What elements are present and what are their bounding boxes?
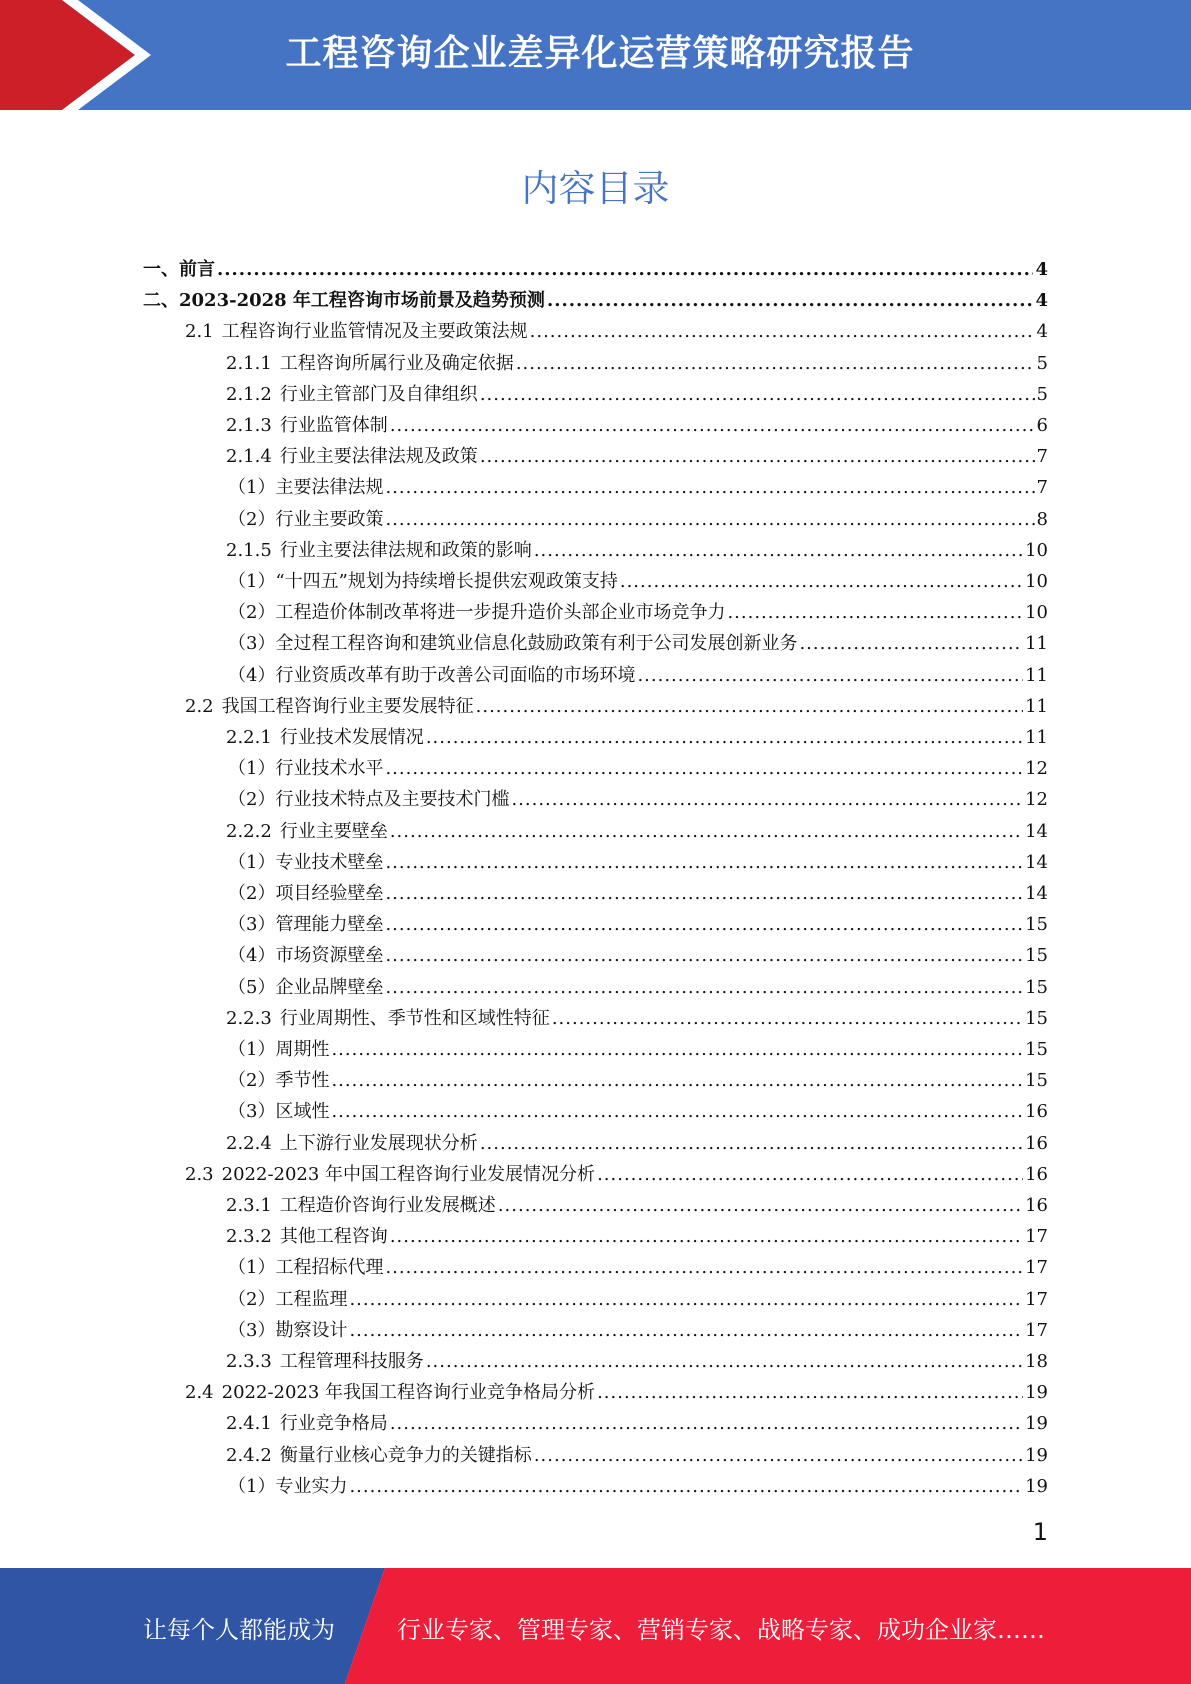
toc-entry-title: 区域性 — [275, 1101, 330, 1123]
toc-entry-title: 上下游行业发展现状分析 — [279, 1132, 478, 1154]
toc-entry-page: 17 — [1025, 1226, 1048, 1248]
toc-dot-leader — [349, 1284, 1023, 1315]
toc-entry-number: 二、 — [143, 290, 179, 312]
toc-dot-leader — [426, 722, 1023, 753]
toc-entry-number: 2.2.2 — [226, 820, 272, 842]
toc-entry-page: 6 — [1036, 415, 1048, 436]
toc-dot-leader — [597, 1377, 1023, 1408]
toc-entry[interactable] — [228, 1034, 1048, 1065]
toc-entry-title: 管理能力壁垒 — [275, 914, 384, 936]
toc-entry-page: 17 — [1025, 1319, 1048, 1341]
toc-entry-page: 18 — [1025, 1351, 1048, 1372]
toc-dot-leader — [534, 1440, 1023, 1471]
toc-entry-number: 2.1.4 — [226, 446, 272, 468]
toc-entry[interactable] — [228, 628, 1048, 659]
toc-dot-leader — [620, 566, 1023, 597]
toc-entry-number: （1） — [228, 1039, 276, 1060]
toc-entry-title: 季节性 — [275, 1070, 330, 1092]
toc-entry-number: （1） — [228, 851, 276, 873]
toc-entry-title: 2023-2028 年工程咨询市场前景及趋势预测 — [179, 290, 545, 312]
toc-entry-title: 专业实力 — [275, 1475, 348, 1497]
toc-entry-title: 项目经验壁垒 — [275, 883, 384, 904]
toc-dot-leader — [385, 940, 1023, 971]
toc-entry-page: 19 — [1025, 1475, 1048, 1497]
toc-dot-leader — [385, 753, 1023, 784]
toc-entry-page: 5 — [1036, 352, 1048, 374]
toc-dot-leader — [516, 348, 1035, 379]
page-header — [0, 0, 1191, 110]
toc-entry-page: 11 — [1025, 727, 1048, 748]
toc-entry-number: （3） — [228, 1319, 276, 1341]
toc-dot-leader — [727, 597, 1023, 628]
toc-entry-title: 行业主要壁垒 — [279, 820, 388, 842]
toc-entry-title: 工程造价咨询行业发展概述 — [279, 1195, 496, 1216]
toc-dot-leader — [480, 1128, 1023, 1159]
toc-entry-title: 前言 — [179, 259, 215, 280]
toc-entry-number: （1） — [228, 477, 276, 499]
toc-dot-leader — [480, 379, 1035, 410]
toc-entry-number: （2） — [228, 1070, 276, 1092]
toc-entry[interactable] — [228, 1315, 1048, 1346]
toc-entry-title: 2022-2023 年我国工程咨询行业竞争格局分析 — [221, 1382, 596, 1404]
footer-slogan-left: 让每个人都能成为 — [143, 1616, 335, 1644]
toc-entry-title: 行业主管部门及自律组织 — [279, 383, 478, 405]
toc-entry-title: 其他工程咨询 — [279, 1226, 388, 1248]
toc-entry-title: 行业监管体制 — [279, 415, 388, 436]
toc-entry[interactable] — [226, 1440, 1048, 1471]
toc-entry-page: 11 — [1025, 664, 1048, 686]
toc-entry-title: 行业技术特点及主要技术门槛 — [275, 789, 510, 811]
toc-dot-leader — [534, 535, 1023, 566]
toc-entry-number: 2.3.3 — [226, 1351, 272, 1372]
toc-entry-title: 工程管理科技服务 — [279, 1351, 424, 1372]
toc-entry-page: 15 — [1025, 914, 1048, 936]
toc-entry-number: 2.1.3 — [226, 415, 272, 436]
toc-entry[interactable] — [226, 1408, 1048, 1439]
toc-entry-title: 工程招标代理 — [275, 1257, 384, 1279]
toc-entry[interactable] — [228, 566, 1048, 597]
toc-entry-page: 19 — [1025, 1444, 1048, 1466]
report-title: 工程咨询企业差异化运营策略研究报告 — [285, 33, 915, 74]
toc-entry[interactable] — [185, 1377, 1048, 1408]
toc-dot-leader — [390, 1408, 1023, 1439]
toc-entry-number: 2.1.1 — [226, 352, 272, 374]
toc-entry-number: （3） — [228, 1101, 276, 1123]
toc-entry-number: （1） — [228, 758, 276, 780]
toc-entry[interactable] — [228, 472, 1048, 503]
toc-dot-leader — [597, 1159, 1023, 1190]
toc-entry-title: “十四五”规划为持续增长提供宏观政策支持 — [275, 571, 618, 592]
toc-entry-page: 16 — [1025, 1195, 1048, 1216]
toc-entry-number: 2.4 — [185, 1382, 214, 1404]
toc-entry-title: 全过程工程咨询和建筑业信息化鼓励政策有利于公司发展创新业务 — [275, 633, 798, 655]
toc-entry[interactable] — [143, 254, 1048, 285]
toc-entry-page: 14 — [1025, 851, 1048, 873]
footer-slogan-right: 行业专家、管理专家、营销专家、战略专家、成功企业家…… — [397, 1616, 1045, 1644]
toc-dot-leader — [385, 1252, 1023, 1283]
toc-entry-page: 5 — [1036, 383, 1048, 405]
toc-entry-title: 行业资质改革有助于改善公司面临的市场环境 — [275, 664, 636, 686]
toc-dot-leader — [511, 784, 1023, 815]
toc-dot-leader — [498, 1190, 1023, 1221]
toc-entry[interactable] — [185, 1159, 1048, 1190]
toc-dot-leader — [385, 909, 1023, 940]
toc-entry-number: （3） — [228, 633, 276, 655]
toc-entry-title: 衡量行业核心竞争力的关键指标 — [279, 1444, 532, 1466]
toc-entry-number: （1） — [228, 1475, 276, 1497]
toc-entry-page: 7 — [1036, 477, 1048, 499]
toc-dot-leader — [552, 1003, 1023, 1034]
toc-entry-title: 工程造价体制改革将进一步提升造价头部企业市场竞争力 — [275, 602, 726, 624]
toc-dot-leader — [349, 1315, 1023, 1346]
toc-entry-title: 行业周期性、季节性和区域性特征 — [279, 1007, 550, 1029]
toc-entry-number: 一、 — [143, 259, 179, 280]
toc-entry-title: 工程监理 — [275, 1288, 348, 1310]
toc-entry[interactable] — [228, 784, 1048, 815]
toc-dot-leader — [331, 1065, 1023, 1096]
toc-entry-number: 2.4.2 — [226, 1444, 272, 1466]
toc-entry-page: 16 — [1025, 1132, 1048, 1154]
toc-entry-number: 2.2.1 — [226, 727, 272, 748]
toc-entry-page: 17 — [1025, 1257, 1048, 1279]
toc-entry[interactable] — [226, 348, 1048, 379]
toc-entry-title: 专业技术壁垒 — [275, 851, 384, 873]
toc-entry-number: 2.1.2 — [226, 383, 272, 405]
toc-entry-number: 2.1 — [185, 321, 214, 343]
toc-entry-number: （2） — [228, 789, 276, 811]
toc-entry-title: 我国工程咨询行业主要发展特征 — [221, 695, 474, 717]
toc-entry-title: 企业品牌壁垒 — [275, 976, 384, 998]
toc-entry-number: （2） — [228, 1288, 276, 1310]
toc-dot-leader — [530, 316, 1035, 347]
toc-entry-page: 11 — [1025, 695, 1048, 717]
toc-entry-number: 2.3 — [185, 1163, 214, 1185]
toc-dot-leader — [480, 441, 1035, 472]
toc-entry[interactable] — [228, 847, 1048, 878]
toc-entry-page: 11 — [1025, 633, 1048, 655]
toc-entry[interactable] — [226, 535, 1048, 566]
toc-entry[interactable] — [226, 441, 1048, 472]
page-number: 1 — [1032, 1518, 1048, 1546]
toc-entry-page: 4 — [1035, 259, 1048, 280]
toc-entry[interactable] — [226, 379, 1048, 410]
toc-dot-leader — [385, 847, 1023, 878]
toc-entry-number: 2.2 — [185, 695, 214, 717]
toc-dot-leader — [390, 1221, 1023, 1252]
toc-entry-number: （2） — [228, 883, 276, 904]
toc-entry-page: 15 — [1025, 1007, 1048, 1029]
toc-entry[interactable] — [228, 940, 1048, 971]
toc-entry-page: 10 — [1025, 539, 1048, 561]
toc-entry-number: （5） — [228, 976, 276, 998]
toc-dot-leader — [390, 816, 1023, 847]
toc-entry-number: （1） — [228, 1257, 276, 1279]
toc-dot-leader — [217, 254, 1033, 285]
toc-entry[interactable] — [228, 1284, 1048, 1315]
toc-entry-title: 主要法律法规 — [275, 477, 384, 499]
toc-entry-page: 17 — [1025, 1288, 1048, 1310]
toc-entry-number: 2.3.1 — [226, 1195, 272, 1216]
toc-entry[interactable] — [228, 753, 1048, 784]
toc-dot-leader — [426, 1346, 1023, 1377]
toc-entry-number: （4） — [228, 945, 276, 967]
toc-dot-leader — [331, 1034, 1023, 1065]
toc-entry-title: 行业主要政策 — [275, 508, 384, 530]
toc-entry-title: 行业竞争格局 — [279, 1413, 388, 1435]
toc-dot-leader — [385, 472, 1034, 503]
toc-entry-page: 10 — [1025, 602, 1048, 624]
toc-entry-number: 2.2.4 — [226, 1132, 272, 1154]
toc-entry-title: 勘察设计 — [275, 1319, 348, 1341]
toc-entry-number: 2.1.5 — [226, 539, 272, 561]
toc-entry[interactable] — [226, 410, 1048, 441]
toc-entry-title: 周期性 — [275, 1039, 330, 1060]
toc-entry-title: 行业主要法律法规及政策 — [279, 446, 478, 468]
toc-entry-page: 19 — [1025, 1413, 1048, 1435]
toc-entry-number: 2.3.2 — [226, 1226, 272, 1248]
toc-entry-page: 4 — [1035, 290, 1048, 312]
toc-entry-number: 2.2.3 — [226, 1007, 272, 1029]
toc-dot-leader — [547, 285, 1034, 316]
toc-entry-title: 行业主要法律法规和政策的影响 — [279, 539, 532, 561]
toc-entry-page: 14 — [1025, 883, 1048, 904]
toc-entry[interactable] — [228, 972, 1048, 1003]
toc-entry-title: 2022-2023 年中国工程咨询行业发展情况分析 — [221, 1163, 596, 1185]
toc-entry[interactable] — [228, 1252, 1048, 1283]
toc-dot-leader — [385, 504, 1034, 535]
toc-dot-leader — [637, 660, 1023, 691]
toc-entry[interactable] — [228, 878, 1048, 909]
toc-entry-title: 行业技术发展情况 — [279, 727, 424, 748]
toc-entry[interactable] — [226, 1221, 1048, 1252]
toc-heading: 内容目录 — [521, 167, 670, 210]
toc-entry[interactable] — [226, 1128, 1048, 1159]
toc-entry[interactable] — [228, 1096, 1048, 1127]
toc-entry-page: 7 — [1036, 446, 1048, 468]
toc-entry-page: 12 — [1025, 758, 1048, 780]
toc-entry-page: 15 — [1025, 976, 1048, 998]
toc-entry-page: 4 — [1036, 321, 1048, 343]
toc-entry-page: 15 — [1025, 945, 1048, 967]
toc-entry[interactable] — [228, 1471, 1048, 1502]
toc-dot-leader — [385, 878, 1023, 909]
toc-entry[interactable] — [228, 909, 1048, 940]
toc-entry[interactable] — [228, 597, 1048, 628]
toc-entry-number: （4） — [228, 664, 276, 686]
toc-dot-leader — [390, 410, 1035, 441]
page-footer — [0, 1568, 1191, 1684]
toc-entry[interactable] — [228, 504, 1048, 535]
toc-entry[interactable] — [226, 816, 1048, 847]
toc-entry-number: 2.4.1 — [226, 1413, 272, 1435]
toc-entry-page: 19 — [1025, 1382, 1048, 1404]
toc-entry-page: 15 — [1025, 1039, 1048, 1060]
toc-entry-page: 12 — [1025, 789, 1048, 811]
toc-entry[interactable] — [228, 1065, 1048, 1096]
toc-entry-title: 市场资源壁垒 — [275, 945, 384, 967]
toc-entry[interactable] — [185, 691, 1048, 722]
toc-entry-page: 16 — [1025, 1101, 1048, 1123]
toc-entry-title: 行业技术水平 — [275, 758, 384, 780]
toc-dot-leader — [476, 691, 1023, 722]
toc-entry-number: （3） — [228, 914, 276, 936]
toc-entry[interactable] — [143, 285, 1048, 316]
toc-entry-page: 10 — [1025, 571, 1048, 592]
toc-entry-page: 16 — [1025, 1163, 1048, 1185]
toc-dot-leader — [331, 1096, 1023, 1127]
toc-entry-title: 工程咨询所属行业及确定依据 — [279, 352, 514, 374]
toc-entry-number: （1） — [228, 571, 276, 592]
toc-entry-page: 15 — [1025, 1070, 1048, 1092]
header-arrow-decoration — [0, 0, 160, 110]
toc-entry-page: 14 — [1025, 820, 1048, 842]
toc-dot-leader — [349, 1471, 1023, 1502]
toc-dot-leader — [799, 628, 1023, 659]
toc-entry[interactable] — [226, 1190, 1048, 1221]
toc-entry-title: 工程咨询行业监管情况及主要政策法规 — [221, 321, 528, 343]
toc-entry[interactable] — [185, 316, 1048, 347]
toc-entry-page: 8 — [1036, 508, 1048, 530]
toc-entry[interactable] — [226, 1346, 1048, 1377]
toc-dot-leader — [385, 972, 1023, 1003]
toc-entry-number: （2） — [228, 602, 276, 624]
toc-entry[interactable] — [226, 722, 1048, 753]
toc-entry-number: （2） — [228, 508, 276, 530]
toc-entry[interactable] — [226, 1003, 1048, 1034]
toc-entry[interactable] — [228, 660, 1048, 691]
